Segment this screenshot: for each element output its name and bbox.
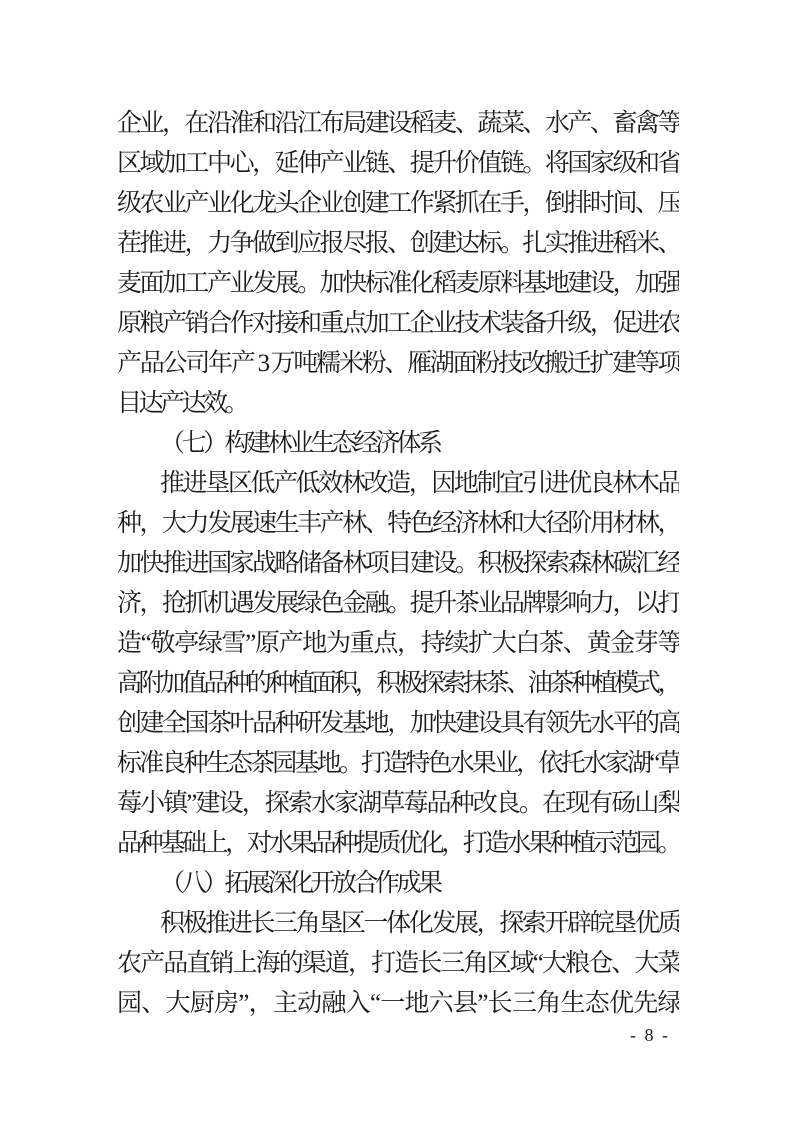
section-heading-eight: （八）拓展深化开放合作成果	[160, 870, 440, 897]
paragraph-end-line: 品种基础上，对水果品种提质优化，打造水果种植示范园。	[117, 830, 679, 857]
text-line: 麦面加工产业发展。加快标准化稻麦原料基地建设，加强	[117, 270, 679, 297]
paragraph-start-line: 积极推进长三角垦区一体化发展，探索开辟皖垦优质	[160, 910, 679, 937]
body-text	[117, 104, 679, 1024]
text-line: 造“敬亭绿雪”原产地为重点，持续扩大白茶、黄金芽等	[117, 630, 679, 657]
text-line: 原粮产销合作对接和重点加工企业技术装备升级，促进农	[117, 310, 679, 337]
text-line: 农产品直销上海的渠道，打造长三角区域“大粮仓、大菜	[117, 950, 679, 977]
text-line: 济，抢抓机遇发展绿色金融。提升茶业品牌影响力，以打	[117, 590, 679, 617]
text-line: 创建全国茶叶品种研发基地，加快建设具有领先水平的高	[117, 710, 679, 737]
text-line: 标准良种生态茶园基地。打造特色水果业，依托水家湖“草	[117, 750, 679, 777]
paragraph-start-line: 推进垦区低产低效林改造，因地制宜引进优良林木品	[160, 470, 679, 497]
text-line: 区域加工中心，延伸产业链、提升价值链。将国家级和省	[117, 150, 679, 177]
text-line: 企业，在沿淮和沿江布局建设稻麦、蔬菜、水产、畜禽等	[117, 110, 679, 137]
text-line: 高附加值品种的种植面积，积极探索抹茶、油茶种植模式，	[117, 670, 679, 697]
page-number: - 8 -	[630, 1025, 670, 1045]
text-line: 产品公司年产 3 万吨糯米粉、雁湖面粉技改搬迁扩建等项	[117, 350, 679, 377]
text-line: 加快推进国家战略储备林项目建设。积极探索森林碳汇经	[117, 550, 679, 577]
paragraph-end-line: 目达产达效。	[117, 390, 247, 417]
text-line: 园、大厨房”，主动融入“一地六县”长三角生态优先绿	[117, 990, 679, 1017]
text-line: 种，大力发展速生丰产林、特色经济林和大径阶用材林，	[117, 510, 679, 537]
section-heading-seven: （七）构建林业生态经济体系	[160, 430, 440, 457]
text-line: 莓小镇”建设，探索水家湖草莓品种改良。在现有砀山梨	[117, 790, 679, 817]
text-line: 级农业产业化龙头企业创建工作紧抓在手，倒排时间、压	[117, 190, 679, 217]
text-line: 茬推进，力争做到应报尽报、创建达标。扎实推进稻米、	[117, 230, 679, 257]
